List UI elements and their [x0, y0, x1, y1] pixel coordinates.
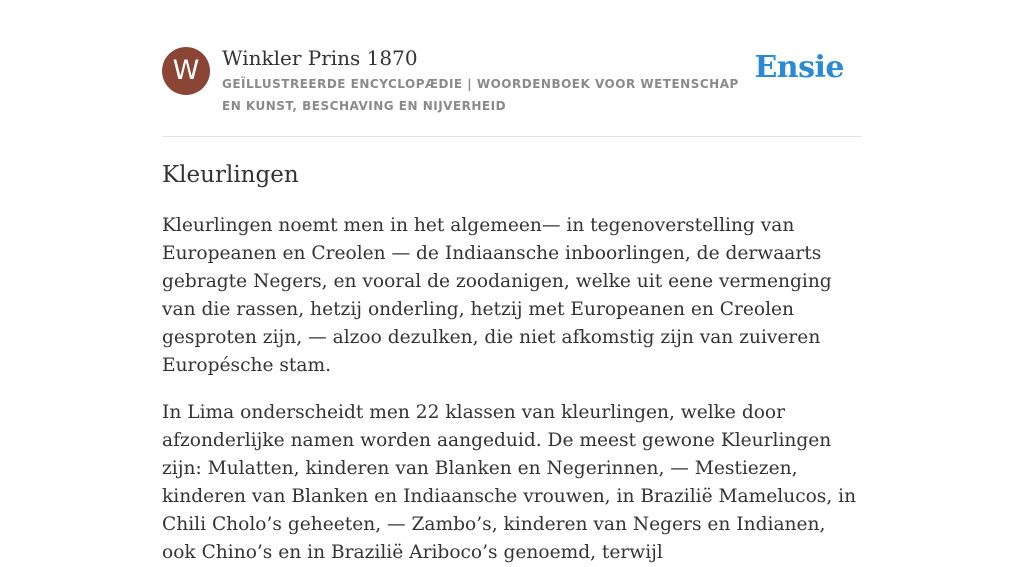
article-paragraph: Kleurlingen noemt men in het algemeen— in tegenoverstelling van Europeanen en Creolen — de Indiaansche inboorlingen, de derwaarts gebragte Negers, en vooral de zoodanigen, welke uit eene vermenging van die rassen, hetzij onderling, hetzij met Europeanen en Creolen gesproten zijn, — alzoo dezulken, die niet afkomstig zijn van zuiveren Europésche stam.: [162, 215, 832, 376]
article-title: Kleurlingen: [162, 162, 299, 188]
site-header: [162, 44, 862, 137]
article-paragraph: In Lima onderscheidt men 22 klassen van kleurlingen, welke door afzonderlijke namen worden aangeduid. De meest gewone Kleurlingen zijn: Mulatten, kinderen van Blanken en Negerinnen, — Mestiezen, kinderen van Blanken en Indiaansche vrouwen, in Brazilië Mamelucos, in Chili Cholo’s geheeten, — Zambo’s, kinderen van Negers en Indianen, ook Chino’s en in Brazilië Ariboco’s genoemd, terwijl: [162, 402, 857, 563]
ensie-logo[interactable]: Ensie: [754, 50, 844, 85]
avatar[interactable]: W: [162, 47, 210, 95]
site-subtitle: GEÏLLUSTREERDE ENCYCLOPÆDIE | WOORDENBOEK VOOR WETENSCHAP EN KUNST, BESCHAVING EN NIJVERHEID: [222, 77, 739, 113]
article: [162, 158, 862, 567]
site-title[interactable]: Winkler Prins 1870: [222, 46, 418, 70]
